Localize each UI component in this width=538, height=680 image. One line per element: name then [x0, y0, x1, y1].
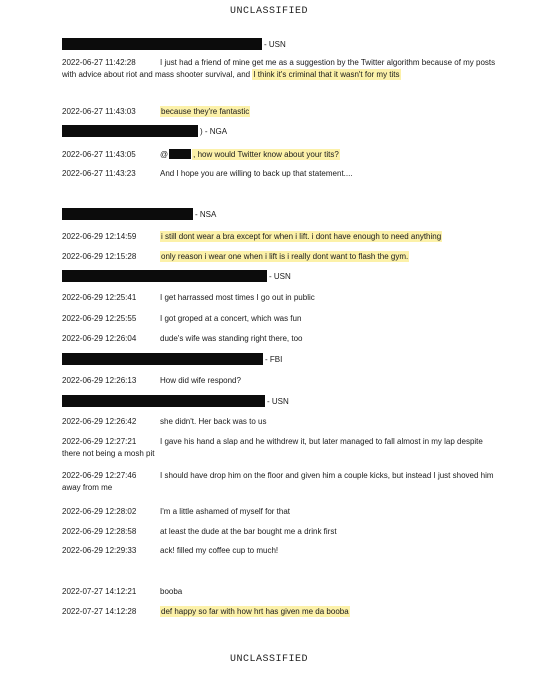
message-row — [62, 506, 502, 518]
message-timestamp: 2022-06-29 12:14:59 — [62, 232, 137, 241]
message-timestamp: 2022-06-29 12:25:41 — [62, 293, 137, 302]
message-row — [62, 149, 502, 161]
message-row — [62, 375, 502, 387]
message-timestamp: 2022-06-27 11:43:03 — [62, 107, 136, 116]
redaction-bar — [62, 125, 198, 137]
message-timestamp: 2022-07-27 14:12:21 — [62, 587, 137, 596]
redaction-bar — [62, 353, 263, 365]
message-text: How did wife respond? — [160, 376, 241, 385]
message-text: And I hope you are willing to back up that statement.... — [160, 169, 353, 178]
highlighted-text: i still dont wear a bra except for when i lift. i dont have enough to need anything — [161, 232, 442, 241]
message-text: at least the dude at the bar bought me a drink first — [160, 527, 337, 536]
sender-header — [62, 208, 216, 220]
message-row — [62, 416, 502, 428]
message-timestamp: 2022-06-29 12:28:58 — [62, 527, 137, 536]
message-timestamp: 2022-06-27 11:43:05 — [62, 150, 136, 159]
message-text: dude's wife was standing right there, too — [160, 334, 303, 343]
redaction-bar — [62, 270, 267, 282]
message-row — [62, 251, 502, 263]
message-timestamp: 2022-06-29 12:26:42 — [62, 417, 137, 426]
highlighted-text: def happy so far with how hrt has given me da booba — [161, 607, 349, 616]
message-row — [62, 231, 502, 243]
highlighted-text: only reason i wear one when i lift is i really dont want to flash the gym. — [161, 252, 409, 261]
message-row — [62, 313, 502, 325]
message-timestamp: 2022-06-29 12:27:46 — [62, 471, 137, 480]
message-text: booba — [160, 587, 183, 596]
redaction-bar — [169, 149, 191, 159]
redaction-bar — [62, 208, 193, 220]
message-row — [62, 57, 502, 80]
sender-agency: - NSA — [195, 209, 217, 219]
sender-agency: - USN — [267, 396, 289, 406]
highlighted-text: because they're fantastic — [161, 107, 250, 116]
sender-header — [62, 395, 289, 407]
highlighted-text: , how would Twitter know about your tits? — [193, 150, 339, 159]
message-timestamp: 2022-06-27 11:42:28 — [62, 58, 136, 67]
sender-agency: - FBI — [265, 354, 283, 364]
message-row — [62, 168, 502, 180]
classification-footer: UNCLASSIFIED — [229, 654, 308, 665]
sender-agency: - USN — [269, 271, 291, 281]
redaction-bar — [62, 395, 265, 407]
message-timestamp: 2022-07-27 14:12:28 — [62, 607, 137, 616]
message-timestamp: 2022-06-29 12:15:28 — [62, 252, 137, 261]
message-row — [62, 545, 502, 557]
sender-header — [62, 270, 291, 282]
highlighted-text: I think it's criminal that it wasn't for my tits — [253, 69, 400, 79]
message-text: ack! filled my coffee cup to much! — [160, 546, 279, 555]
message-text: I gave his hand a slap and he withdrew it, but later managed to fall almost in my lap despite there not being a mosh pit — [62, 437, 483, 458]
message-timestamp: 2022-06-27 11:43:23 — [62, 169, 136, 178]
message-row — [62, 606, 502, 618]
message-row — [62, 526, 502, 538]
message-row — [62, 470, 502, 493]
mention-prefix: @ — [160, 150, 169, 159]
message-text: I just had a friend of mine get me as a suggestion by the Twitter algorithm because of my posts with advice about riot and mass shooter survival, and — [62, 58, 496, 79]
sender-agency: - USN — [264, 39, 286, 49]
message-text: I got groped at a concert, which was fun — [160, 314, 302, 323]
message-text: I get harrassed most times I go out in public — [160, 293, 315, 302]
message-row — [62, 586, 502, 598]
message-text: I should have drop him on the floor and given him a couple kicks, but instead I just shoved him away from me — [62, 471, 494, 492]
sender-header — [62, 125, 227, 137]
message-timestamp: 2022-06-29 12:26:13 — [62, 376, 137, 385]
message-row — [62, 333, 502, 345]
message-row — [62, 106, 502, 118]
sender-agency: ) - NGA — [200, 126, 228, 136]
message-timestamp: 2022-06-29 12:25:55 — [62, 314, 137, 323]
message-text: I'm a little ashamed of myself for that — [160, 507, 291, 516]
message-timestamp: 2022-06-29 12:26:04 — [62, 334, 137, 343]
sender-header — [62, 353, 282, 365]
message-timestamp: 2022-06-29 12:29:33 — [62, 546, 137, 555]
message-row — [62, 292, 502, 304]
message-text: she didn't. Her back was to us — [160, 417, 267, 426]
message-row — [62, 436, 502, 459]
message-timestamp: 2022-06-29 12:28:02 — [62, 507, 137, 516]
classification-header: UNCLASSIFIED — [229, 6, 308, 17]
sender-header — [62, 38, 286, 50]
redaction-bar — [62, 38, 262, 50]
message-timestamp: 2022-06-29 12:27:21 — [62, 437, 137, 446]
